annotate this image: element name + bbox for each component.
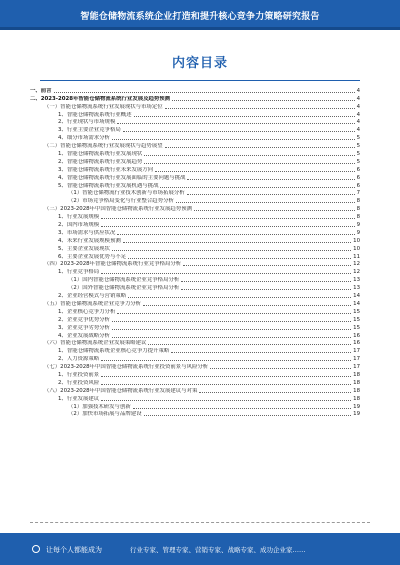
- toc-page-number: 8: [356, 214, 360, 221]
- toc-leader-dots: [117, 123, 354, 124]
- toc-page-number: 12: [353, 261, 360, 268]
- toc-leader-dots: [101, 226, 354, 227]
- toc-entry-text: 1、企业核心竞争力分析: [58, 308, 116, 315]
- toc-leader-dots: [148, 344, 351, 345]
- toc-entry-text: 4、细分市场需求分析: [58, 135, 110, 142]
- toc-entry-text: 3、智能仓储物流系统行业未来发展方向: [58, 166, 154, 173]
- toc-leader-dots: [101, 400, 351, 401]
- toc-page-number: 13: [353, 285, 360, 292]
- toc-entry-text: 4、智能仓储物流系统行业发展面临的主要问题与挑战: [58, 174, 186, 181]
- toc-leader-dots: [194, 210, 355, 211]
- toc-entry[interactable]: [30, 291, 360, 299]
- toc-page-number: 15: [353, 324, 360, 331]
- toc-page-number: 8: [356, 198, 360, 205]
- toc-entry-text: 1、行业发展规模: [58, 214, 100, 221]
- toc-entry[interactable]: [30, 362, 360, 370]
- toc-entry-text: （2）市场竞争格局变化与行业整合趋势分析: [68, 198, 174, 205]
- toc-page-number: 14: [353, 300, 360, 307]
- toc-leader-dots: [187, 179, 354, 180]
- toc-entry-text: （八）2023-2028年中国智能仓储物流系统行业发展建议与对策: [44, 387, 198, 394]
- title-divider: [40, 80, 360, 81]
- toc-entry[interactable]: [30, 228, 360, 236]
- toc-leader-dots: [123, 131, 355, 132]
- toc-page-number: 18: [353, 379, 360, 386]
- toc-entry[interactable]: [30, 204, 360, 212]
- toc-entry[interactable]: [30, 386, 360, 394]
- toc-entry-text: 1、智能仓储物流系统行业概述: [58, 111, 132, 118]
- toc-leader-dots: [171, 352, 351, 353]
- toc-entry[interactable]: [30, 102, 360, 110]
- toc-page-number: 10: [353, 237, 360, 244]
- toc-page-number: 19: [353, 403, 360, 410]
- toc-title: 内容目录: [171, 56, 228, 71]
- toc-page-number: 7: [356, 190, 360, 197]
- toc-leader-dots: [112, 139, 355, 140]
- toc-entry[interactable]: [30, 189, 360, 197]
- toc-entry-text: （1）智能仓储物流行业技术创新与市场拓展分析: [68, 190, 185, 197]
- toc-entry[interactable]: [30, 212, 360, 220]
- toc-page-number: 5: [356, 135, 360, 142]
- toc-leader-dots: [134, 116, 355, 117]
- toc-entry-text: （五）智能仓储物流系统企业竞争力分析: [44, 300, 142, 307]
- report-title: 智能仓储物流系统企业打造和提升核心竞争力策略研究报告: [80, 12, 320, 22]
- toc-entry[interactable]: [30, 275, 360, 283]
- toc-page-number: 6: [356, 182, 360, 189]
- toc-entry[interactable]: [30, 141, 360, 149]
- footer-divider: [30, 522, 370, 523]
- toc-entry-text: 4、未来行业发展规模预测: [58, 237, 121, 244]
- toc-page-number: 4: [356, 119, 360, 126]
- toc-entry[interactable]: [30, 173, 360, 181]
- toc-entry-text: 1、行业投资前景: [58, 371, 100, 378]
- toc-leader-dots: [187, 194, 355, 195]
- toc-leader-dots: [112, 250, 351, 251]
- toc-entry-text: 2、智能仓储物流系统行业发展趋势: [58, 158, 143, 165]
- toc-leader-dots: [112, 337, 351, 338]
- toc-entry[interactable]: [30, 110, 360, 118]
- toc-entry[interactable]: [30, 267, 360, 275]
- toc-entry-text: 5、主要企业发展现状: [58, 245, 110, 252]
- toc-entry-text: 2、行业投资风险: [58, 379, 100, 386]
- toc-page-number: 16: [353, 332, 360, 339]
- toc-entry[interactable]: [30, 86, 360, 94]
- toc-leader-dots: [112, 329, 351, 330]
- toc-entry-text: 二、2023-2028年智能仓储物流系统行业发展及趋势预测: [30, 95, 171, 102]
- toc-entry-text: 2、人力资源策略: [58, 356, 100, 363]
- toc-page-number: 4: [356, 103, 360, 110]
- toc-entry-text: 3、行业主要企业竞争格局: [58, 127, 121, 134]
- toc-entry-text: 1、行业竞争格局: [58, 269, 100, 276]
- toc-entry[interactable]: [30, 260, 360, 268]
- toc-page-number: 18: [353, 395, 360, 402]
- toc-leader-dots: [133, 408, 351, 409]
- toc-page-number: 4: [356, 127, 360, 134]
- toc-entry-text: 2、企业经营模式与营销策略: [58, 293, 127, 300]
- toc-leader-dots: [117, 234, 354, 235]
- toc-entry-text: 2、国内市场规模: [58, 222, 100, 229]
- table-of-contents: [30, 86, 360, 417]
- toc-page-number: 13: [353, 277, 360, 284]
- toc-leader-dots: [165, 147, 355, 148]
- toc-entry-text: 2、企业竞争优势分析: [58, 316, 110, 323]
- toc-page-number: 10: [353, 245, 360, 252]
- toc-page-number: 11: [353, 253, 360, 260]
- toc-entry[interactable]: [30, 283, 360, 291]
- toc-page-number: 5: [356, 151, 360, 158]
- toc-entry-text: （一）智能仓储物流系统行业发展现状与市场定位: [44, 103, 163, 110]
- toc-entry-text: 3、市场需求与供应状况: [58, 229, 116, 236]
- toc-entry-text: 1、智能仓储物流系统企业核心竞争力提升策略: [58, 348, 170, 355]
- toc-page-number: 17: [353, 348, 360, 355]
- footer-logo-icon: [32, 545, 40, 553]
- toc-leader-dots: [101, 218, 354, 219]
- toc-entry-text: （四）2023-2028年智能仓储物流系统行业竞争格局分析: [44, 261, 182, 268]
- toc-entry-text: 5、智能仓储物流系统行业发展机遇与挑战: [58, 182, 159, 189]
- toc-entry[interactable]: [30, 181, 360, 189]
- toc-entry[interactable]: [30, 244, 360, 252]
- footer-slogan-left: 让每个人都能成为: [46, 546, 102, 554]
- toc-leader-dots: [181, 281, 351, 282]
- toc-leader-dots: [123, 242, 351, 243]
- toc-entry-text: （1）加强技术研发与创新: [68, 403, 131, 410]
- toc-page-number: 4: [356, 111, 360, 118]
- toc-leader-dots: [54, 92, 355, 93]
- toc-leader-dots: [128, 297, 351, 298]
- toc-entry-text: 6、主要企业发展优势与不足: [58, 253, 127, 260]
- toc-entry[interactable]: [30, 125, 360, 133]
- toc-page-number: 5: [356, 158, 360, 165]
- toc-leader-dots: [183, 265, 351, 266]
- toc-entry[interactable]: [30, 315, 360, 323]
- toc-entry-text: （1）国内智能仓储物流系统企业竞争格局分析: [68, 277, 180, 284]
- toc-entry-text: （二）智能仓储物流系统行业发展现状与趋势展望: [44, 143, 163, 150]
- toc-page-number: 4: [356, 95, 360, 102]
- toc-page-number: 19: [353, 411, 360, 418]
- toc-entry-text: （七）2023-2028年中国智能仓储物流系统行业投资前景与风险分析: [44, 364, 209, 371]
- toc-page-number: 6: [356, 166, 360, 173]
- toc-page-number: 18: [353, 371, 360, 378]
- toc-page-number: 9: [356, 229, 360, 236]
- toc-leader-dots: [210, 368, 351, 369]
- toc-page-number: 12: [353, 269, 360, 276]
- toc-entry[interactable]: [30, 331, 360, 339]
- toc-entry[interactable]: [30, 402, 360, 410]
- toc-entry-text: 1、智能仓储物流系统行业发展现状: [58, 151, 143, 158]
- toc-entry[interactable]: [30, 299, 360, 307]
- toc-entry-text: 3、企业竞争劣势分析: [58, 324, 110, 331]
- toc-page-number: 16: [353, 340, 360, 347]
- toc-leader-dots: [101, 360, 351, 361]
- toc-entry[interactable]: [30, 370, 360, 378]
- toc-page-number: 9: [356, 222, 360, 229]
- toc-leader-dots: [128, 258, 351, 259]
- toc-leader-dots: [165, 108, 355, 109]
- toc-entry[interactable]: [30, 94, 360, 102]
- toc-entry-text: 1、行业发展建议: [58, 395, 100, 402]
- toc-entry-text: 一、前言: [30, 87, 52, 94]
- toc-entry[interactable]: [30, 165, 360, 173]
- toc-entry[interactable]: [30, 323, 360, 331]
- toc-entry[interactable]: [30, 118, 360, 126]
- toc-page-number: 4: [356, 87, 360, 94]
- toc-leader-dots: [101, 273, 351, 274]
- toc-entry[interactable]: [30, 133, 360, 141]
- toc-entry[interactable]: [30, 196, 360, 204]
- toc-entry[interactable]: [30, 339, 360, 347]
- toc-page-number: 15: [353, 316, 360, 323]
- toc-entry-text: 4、企业发展战略分析: [58, 332, 110, 339]
- toc-page-number: 17: [353, 364, 360, 371]
- toc-entry-text: （2）加快市场拓展与品牌建设: [68, 411, 142, 418]
- toc-page-number: 15: [353, 308, 360, 315]
- toc-leader-dots: [117, 313, 351, 314]
- toc-entry-text: （三）2023-2028年中国智能仓储物流系统行业发展趋势预测: [44, 206, 192, 213]
- toc-entry[interactable]: [30, 307, 360, 315]
- toc-leader-dots: [176, 202, 355, 203]
- header-shade: [0, 27, 400, 30]
- toc-leader-dots: [155, 171, 354, 172]
- footer-slogan-right: 行业专家、管理专家、营销专家、战略专家、成功企业家……: [130, 546, 306, 554]
- toc-entry-text: （2）国外智能仓储物流系统企业竞争格局分析: [68, 285, 180, 292]
- toc-entry[interactable]: [30, 354, 360, 362]
- toc-entry[interactable]: [30, 236, 360, 244]
- toc-leader-dots: [101, 384, 351, 385]
- toc-page-number: 18: [353, 387, 360, 394]
- toc-page-number: 6: [356, 174, 360, 181]
- toc-entry[interactable]: [30, 149, 360, 157]
- toc-leader-dots: [101, 376, 351, 377]
- toc-entry[interactable]: [30, 157, 360, 165]
- toc-page-number: 8: [356, 206, 360, 213]
- toc-leader-dots: [143, 305, 351, 306]
- toc-leader-dots: [160, 187, 354, 188]
- toc-entry-text: 2、行业现状与市场规模: [58, 119, 116, 126]
- toc-page-number: 17: [353, 356, 360, 363]
- toc-page-number: 5: [356, 143, 360, 150]
- toc-leader-dots: [199, 392, 351, 393]
- toc-leader-dots: [144, 163, 354, 164]
- toc-leader-dots: [181, 289, 351, 290]
- toc-leader-dots: [144, 415, 352, 416]
- toc-leader-dots: [144, 155, 354, 156]
- toc-entry[interactable]: [30, 378, 360, 386]
- toc-entry[interactable]: [30, 410, 360, 418]
- toc-entry[interactable]: [30, 394, 360, 402]
- toc-entry[interactable]: [30, 346, 360, 354]
- toc-leader-dots: [112, 321, 351, 322]
- toc-leader-dots: [172, 100, 355, 101]
- toc-entry[interactable]: [30, 252, 360, 260]
- toc-entry-text: （六）智能仓储物流系统企业发展策略建议: [44, 340, 147, 347]
- toc-page-number: 14: [353, 293, 360, 300]
- toc-entry[interactable]: [30, 220, 360, 228]
